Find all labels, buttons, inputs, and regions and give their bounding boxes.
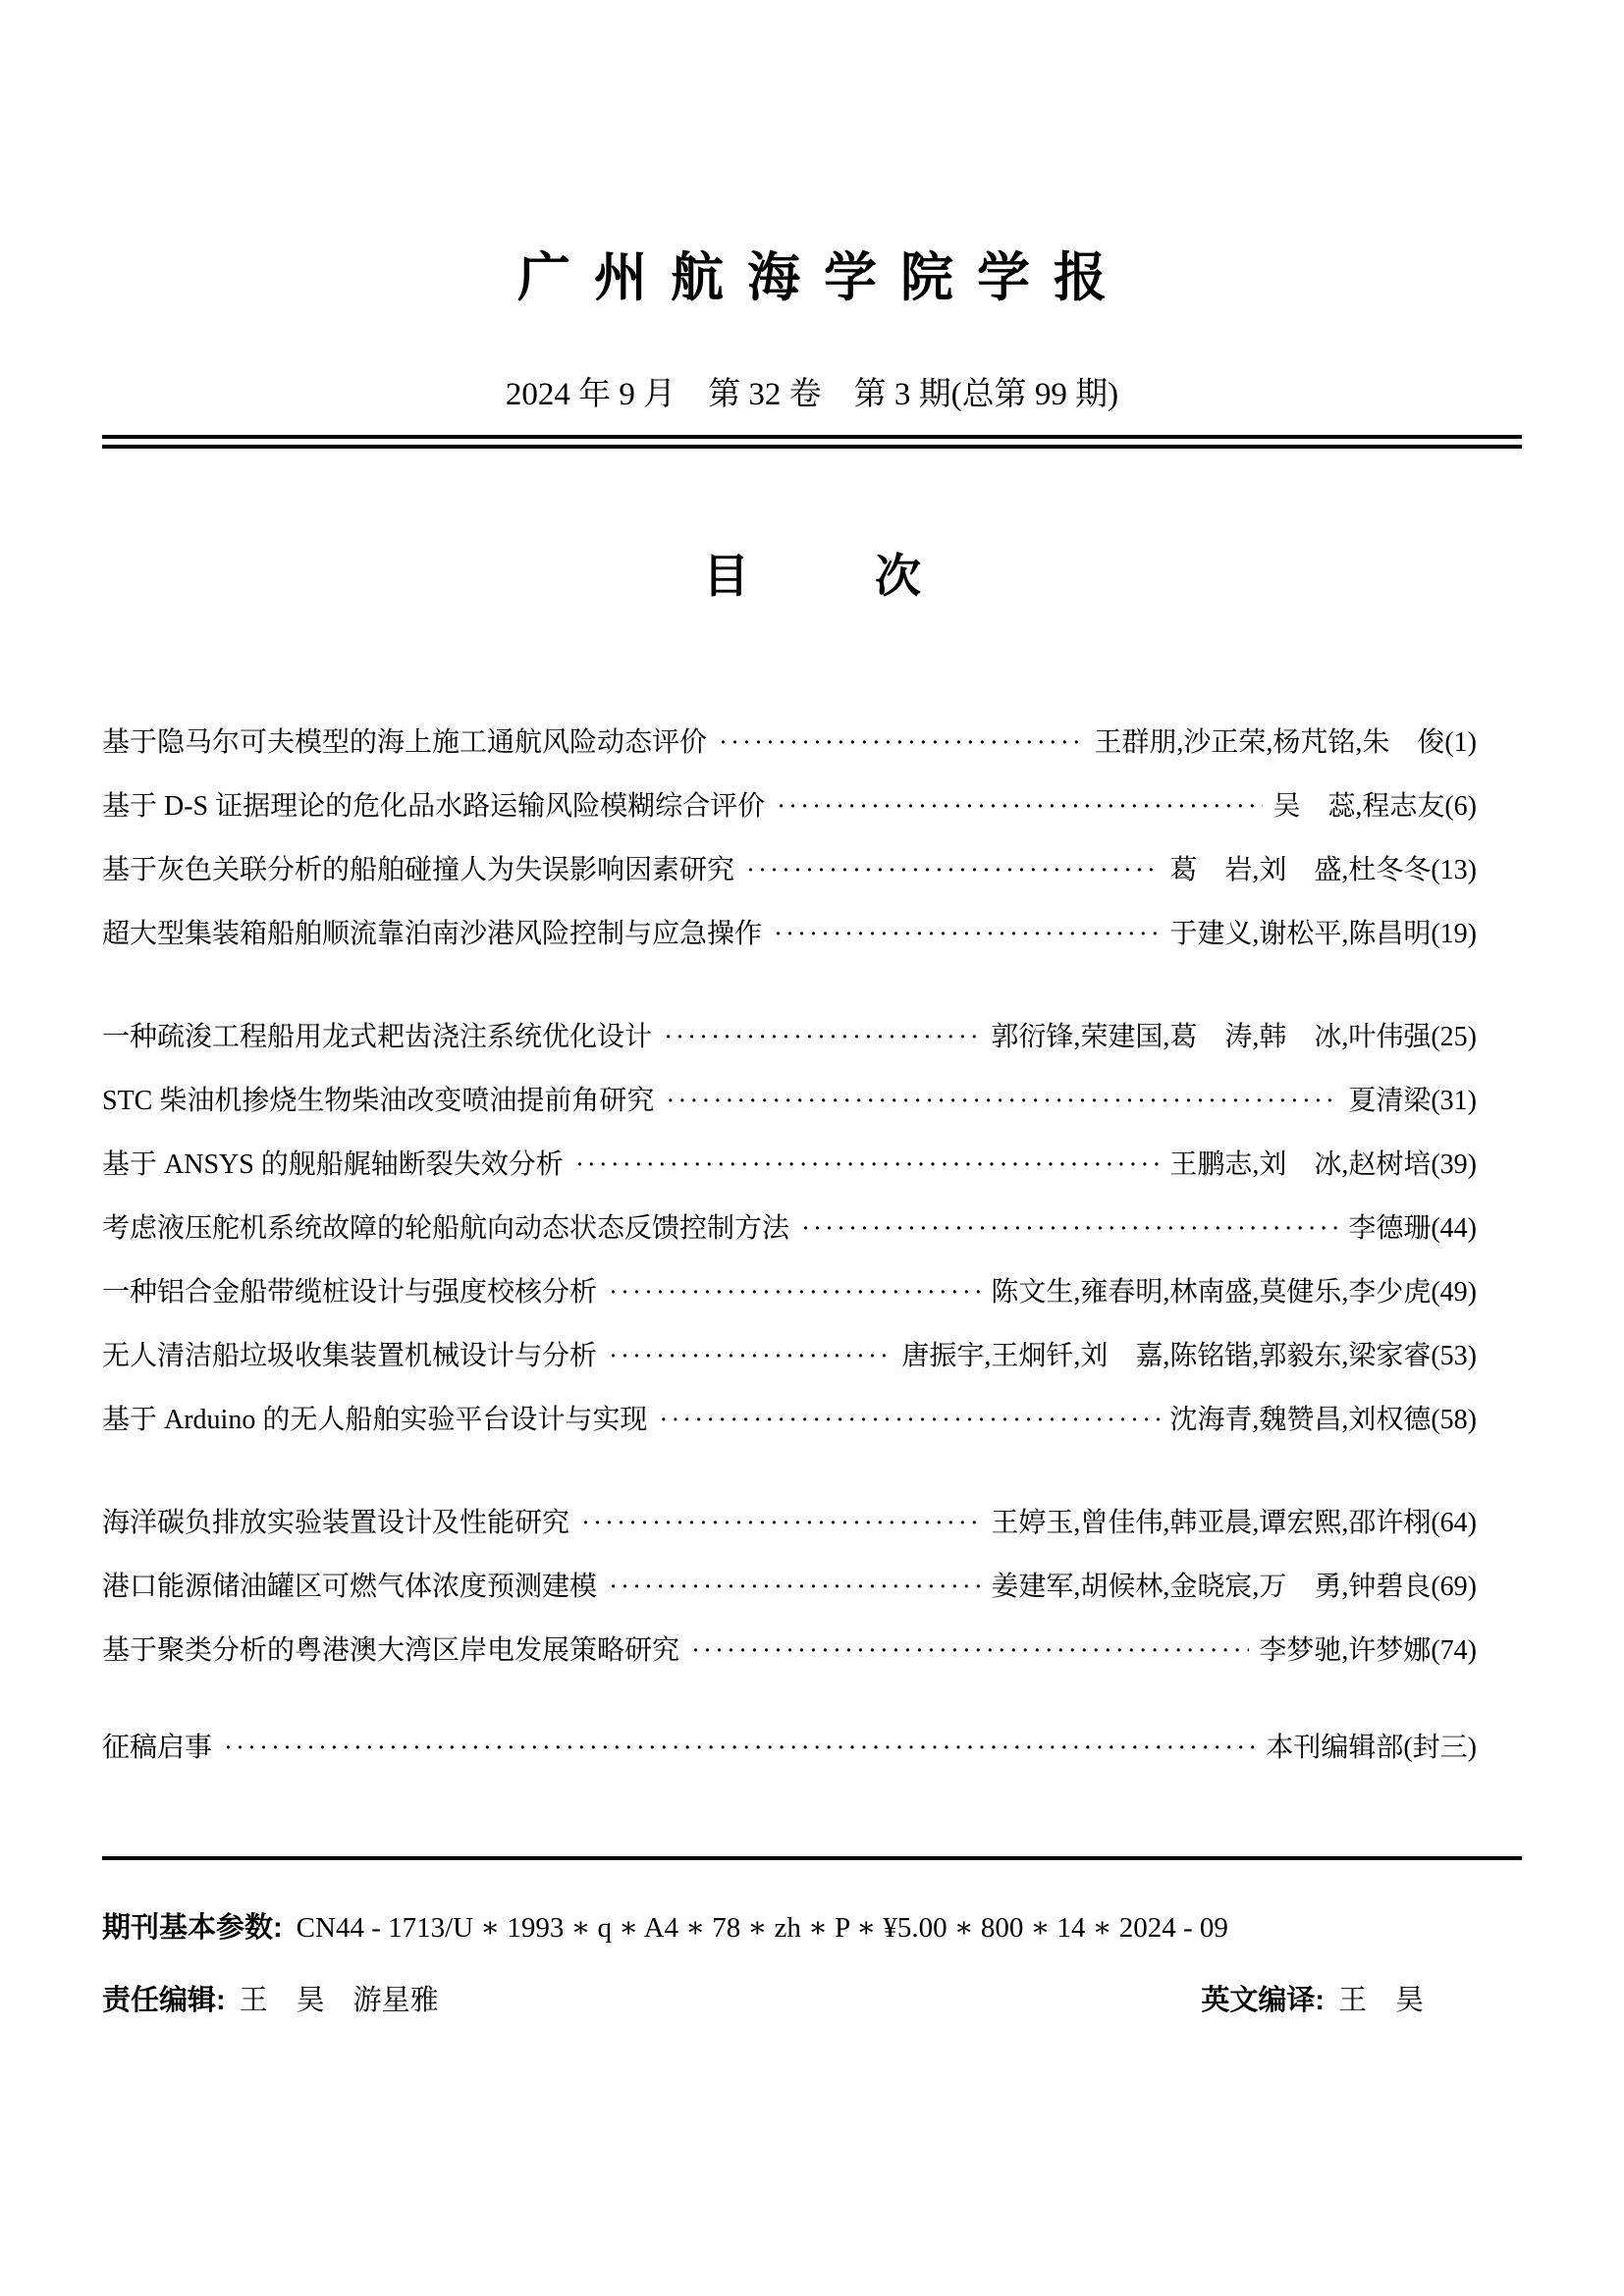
notice-authors: 本刊编辑部 — [1266, 1733, 1404, 1763]
call-for-papers-entry — [102, 1732, 1477, 1764]
article-title: 基于隐马尔可夫模型的海上施工通航风险动态评价 — [102, 727, 708, 758]
article-authors: 王婷玉,曾佳伟,韩亚晨,谭宏熙,邵许栩 — [991, 1508, 1432, 1538]
article-authors: 李德珊 — [1348, 1213, 1432, 1244]
double-rule-divider — [102, 435, 1522, 449]
english-translator-name: 王 昊 — [1337, 1985, 1424, 2016]
article-title: 一种疏浚工程船用龙式耙齿浇注系统优化设计 — [102, 1022, 653, 1052]
article-authors: 于建义,谢松平,陈昌明 — [1169, 919, 1432, 949]
article-authors: 夏清梁 — [1348, 1086, 1432, 1116]
toc-entry — [102, 1507, 1477, 1539]
article-authors: 王群朋,沙正荣,杨芃铭,朱 俊 — [1094, 727, 1445, 758]
article-page-number: (53) — [1431, 1341, 1477, 1371]
dot-leader — [609, 1340, 892, 1372]
article-authors: 唐振宇,王炯钎,刘 嘉,陈铭锴,郭毅东,梁家睿 — [901, 1341, 1432, 1371]
article-page-number: (74) — [1431, 1635, 1477, 1666]
dot-leader — [664, 1021, 981, 1053]
article-title: 基于 ANSYS 的舰船艉轴断裂失效分析 — [102, 1149, 564, 1180]
article-title: 基于 Arduino 的无人船舶实验平台设计与实现 — [102, 1405, 648, 1435]
editors-row — [102, 1984, 1522, 2017]
notice-page-number: (封三) — [1403, 1733, 1477, 1763]
article-authors: 陈文生,雍春明,林南盛,莫健乐,李少虎 — [991, 1277, 1432, 1308]
english-translator-label: 英文编译: — [1201, 1985, 1325, 2016]
toc-entry — [102, 1212, 1477, 1245]
toc-entry — [102, 918, 1477, 950]
call-for-papers-block — [102, 1732, 1522, 1764]
dot-leader — [801, 1212, 1338, 1245]
issue-line: 2024 年 9 月 第 32 卷 第 3 期(总第 99 期) — [505, 377, 1119, 412]
article-title: 基于灰色关联分析的船舶碰撞人为失误影响因素研究 — [102, 855, 735, 885]
article-title: 海洋碳负排放实验装置设计及性能研究 — [102, 1508, 570, 1538]
article-authors: 吴 蕊,程志友 — [1272, 791, 1445, 822]
article-title: STC 柴油机掺烧生物柴油改变喷油提前角研究 — [102, 1086, 655, 1116]
english-translator — [1201, 1984, 1424, 2017]
toc-entry — [102, 1021, 1477, 1053]
article-authors: 葛 岩,刘 盛,杜冬冬 — [1169, 855, 1432, 885]
article-page-number: (25) — [1431, 1022, 1477, 1052]
toc-group-ports-environment — [102, 1507, 1477, 1667]
article-authors: 沈海青,魏赞昌,刘权德 — [1169, 1405, 1432, 1435]
article-authors: 郭衍锋,荣建国,葛 涛,韩 冰,叶伟强 — [991, 1022, 1432, 1052]
dot-leader — [777, 790, 1263, 823]
article-title: 一种铝合金船带缆桩设计与强度校核分析 — [102, 1277, 598, 1308]
article-page-number: (6) — [1444, 791, 1477, 822]
dot-leader — [719, 726, 1084, 759]
toc-entry — [102, 726, 1477, 759]
article-page-number: (69) — [1431, 1572, 1477, 1602]
toc-list — [102, 726, 1522, 1667]
dot-leader — [691, 1634, 1249, 1667]
dot-leader — [609, 1571, 981, 1603]
toc-entry — [102, 1571, 1477, 1603]
toc-entry — [102, 854, 1477, 886]
journal-parameters-line — [102, 1911, 1522, 1945]
journal-title: 广州航海学院学报 — [517, 248, 1130, 307]
toc-entry — [102, 1148, 1477, 1181]
managing-editor — [102, 1984, 439, 2017]
notice-title: 征稿启事 — [102, 1733, 213, 1763]
toc-heading: 目次 — [703, 550, 1047, 602]
toc-entry — [102, 1634, 1477, 1667]
article-page-number: (58) — [1431, 1405, 1477, 1435]
article-page-number: (1) — [1444, 727, 1477, 758]
dot-leader — [575, 1148, 1161, 1181]
article-title: 港口能源储油罐区可燃气体浓度预测建模 — [102, 1572, 598, 1602]
journal-parameters-label: 期刊基本参数: — [102, 1912, 283, 1944]
toc-entry — [102, 1276, 1477, 1308]
dot-leader — [581, 1507, 981, 1539]
article-title: 超大型集装箱船舶顺流靠泊南沙港风险控制与应急操作 — [102, 919, 763, 949]
article-page-number: (19) — [1431, 919, 1477, 949]
footer-rule — [102, 1856, 1522, 1860]
toc-entry — [102, 790, 1477, 823]
article-authors: 李梦驰,许梦娜 — [1259, 1635, 1432, 1666]
toc-group-navigation-safety — [102, 726, 1477, 950]
article-page-number: (49) — [1431, 1277, 1477, 1308]
dot-leader — [666, 1085, 1338, 1117]
article-title: 无人清洁船垃圾收集装置机械设计与分析 — [102, 1341, 598, 1371]
article-title: 基于聚类分析的粤港澳大湾区岸电发展策略研究 — [102, 1635, 680, 1666]
managing-editor-names: 王 昊 游星雅 — [239, 1985, 439, 2016]
toc-entry — [102, 1340, 1477, 1372]
managing-editor-label: 责任编辑: — [102, 1985, 226, 2016]
article-page-number: (31) — [1431, 1086, 1477, 1116]
dot-leader — [774, 918, 1160, 950]
article-title: 考虑液压舵机系统故障的轮船航向动态状态反馈控制方法 — [102, 1213, 790, 1244]
article-page-number: (44) — [1431, 1213, 1477, 1244]
journal-parameters-value: CN44 - 1713/U ∗ 1993 ∗ q ∗ A4 ∗ 78 ∗ zh ∗ P ∗ ¥5.00 ∗ 800 ∗ 14 ∗ 2024 - 09 — [296, 1912, 1228, 1944]
article-page-number: (64) — [1431, 1508, 1477, 1538]
article-page-number: (13) — [1431, 855, 1477, 885]
toc-entry — [102, 1404, 1477, 1436]
dot-leader — [746, 854, 1160, 886]
article-authors: 姜建军,胡候林,金晓宸,万 勇,钟碧良 — [991, 1572, 1432, 1602]
dot-leader — [224, 1732, 1256, 1764]
article-page-number: (39) — [1431, 1149, 1477, 1180]
toc-group-marine-engineering — [102, 1021, 1477, 1436]
article-authors: 王鹏志,刘 冰,赵树培 — [1169, 1149, 1432, 1180]
dot-leader — [659, 1404, 1160, 1436]
toc-entry — [102, 1085, 1477, 1117]
dot-leader — [609, 1276, 981, 1308]
article-title: 基于 D-S 证据理论的危化品水路运输风险模糊综合评价 — [102, 791, 766, 822]
